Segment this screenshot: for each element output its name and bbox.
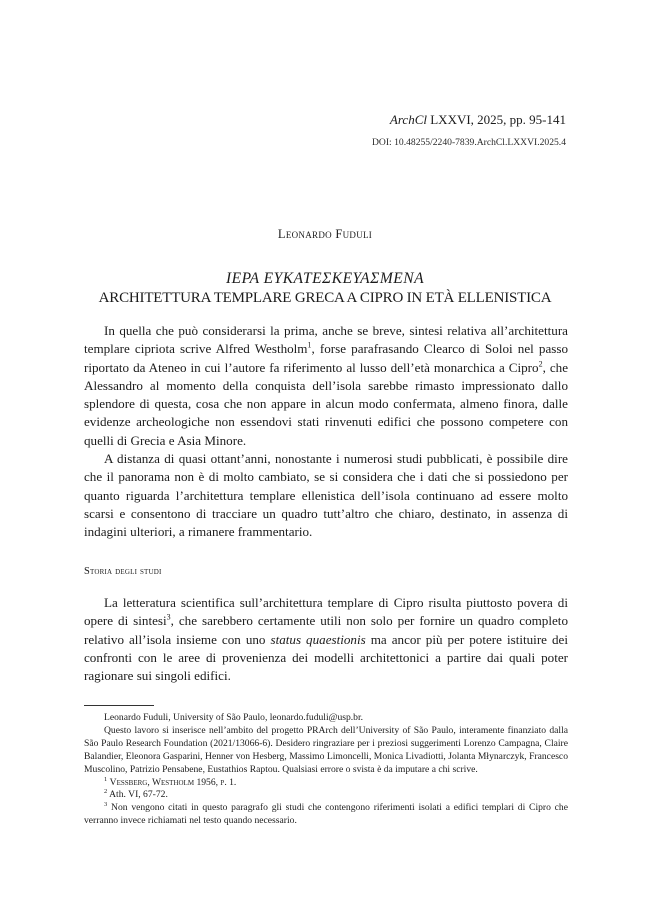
journal-abbreviation: ArchCl <box>389 112 427 127</box>
footnote-1-number: 1 <box>104 775 108 783</box>
footnote-ref-2[interactable]: 2 <box>538 359 543 369</box>
footnote-3-text: Non vengono citati in questo paragrafo gli studi che contengono riferimenti isolati a edifici templari di Cipro che verranno invece richiamati nel testo quando necessario. <box>84 802 568 827</box>
intro-p1-part-b: , forse parafrasando Clearco di Soloi nel passo riportato da Ateneo in cui l’autore fa riferimento al lusso dell’età monarchica a Cipro <box>84 341 568 375</box>
section-text <box>84 594 568 685</box>
title-greek: ΙΕΡΑ ΕΥΚΑΤΕΣΚΕΥΑΣΜΕΝΑ <box>225 270 425 287</box>
intro-p1-part-a: In quella che può considerarsi la prima, anche se breve, sintesi relativa all’architettura templare cipriota scrive Alfred Westholm <box>84 323 568 357</box>
section-p-part-a: La letteratura scientifica sull’architettura templare di Cipro risulta piuttosto povera di opere di sintesi <box>84 595 568 629</box>
section-heading: Storia degli studi <box>84 566 162 577</box>
journal-volume-pages: LXXVI, 2025, pp. 95-141 <box>430 112 566 127</box>
section-paragraph <box>84 594 568 685</box>
footnote-3 <box>84 802 568 828</box>
footnote-2-text: Ath. VI, 67-72. <box>109 789 168 801</box>
intro-p1-part-c: , che Alessandro al momento della conquista dell’isola sarebbe rimasto impressionato dallo splendore di questa, cosa che non appare in alcun modo confermata, almeno finora, dalle evidenze archeologiche non essendovi stati rinvenuti edifici che possono competere con quelli di Grecia e Asia Minore. <box>84 359 569 448</box>
status-quaestionis-italic: status quaestionis <box>270 631 366 647</box>
footnote-ref-3[interactable]: 3 <box>166 612 171 622</box>
title-main: ARCHITETTURA TEMPLARE GRECA A CIPRO IN ETÀ ELLENISTICA <box>98 290 552 306</box>
footnotes <box>84 712 568 828</box>
section-p-part-b: , che sarebbero certamente utili non solo per fornire un quadro completo relativo all’isola insieme con uno <box>84 613 568 647</box>
section-p-part-c: ma ancor più per potere istituire dei confronti con le aree di provenienza dei modelli architettonici a partire dai quali poter ragionare sui singoli edifici. <box>84 631 568 684</box>
doi-line: DOI: 10.48255/2240-7839.ArchCl.LXXVI.2025.4 <box>372 137 566 148</box>
footnote-divider <box>84 705 154 706</box>
intro-paragraph-2: A distanza di quasi ottant’anni, nonostante i numerosi studi pubblicati, è possibile dire che il panorama non è di molto cambiato, se si considera che i dati che si possiedono per quanto riguarda l’architettura templare ellenistica dell’isola continuano ad essere molto scarsi e consentono di tracciare un quadro tutt’altro che chiaro, destinato, in assenza di indagini ulteriori, a rimanere frammentario. <box>84 451 568 540</box>
footnote-2 <box>84 789 568 802</box>
footnote-1-text: Vessberg, Westholm 1956, p. 1. <box>109 776 237 788</box>
footnote-1 <box>84 777 568 790</box>
footnote-3-number: 3 <box>104 801 108 809</box>
footnote-2-number: 2 <box>104 788 108 796</box>
footnote-acknowledgement: Questo lavoro si inserisce nell’ambito del progetto PRArch dell’University of São Paulo, interamente finanziato dalla São Paulo Research Foundation (2021/13066-6). Desidero ringraziare per i preziosi suggerimenti Lorenzo Campagna, Claire Balandier, Eleonora Gasparini, Henner von Hesberg, Massimo Limoncelli, Monica Livadiotti, Jolanta Młynarczyk, Francesco Muscolino, Patrizio Pensabene, Eustathios Raptou. Qualsiasi errore o svista è da imputare a chi scrive. <box>84 724 568 775</box>
intro-paragraph-1 <box>84 322 568 450</box>
journal-citation <box>390 112 566 128</box>
footnote-ref-1[interactable]: 1 <box>307 340 312 350</box>
footnote-affiliation: Leonardo Fuduli, University of São Paulo, leonardo.fuduli@usp.br. <box>104 712 364 723</box>
author-name: Leonardo Fuduli <box>277 227 373 241</box>
intro-text <box>84 322 568 542</box>
